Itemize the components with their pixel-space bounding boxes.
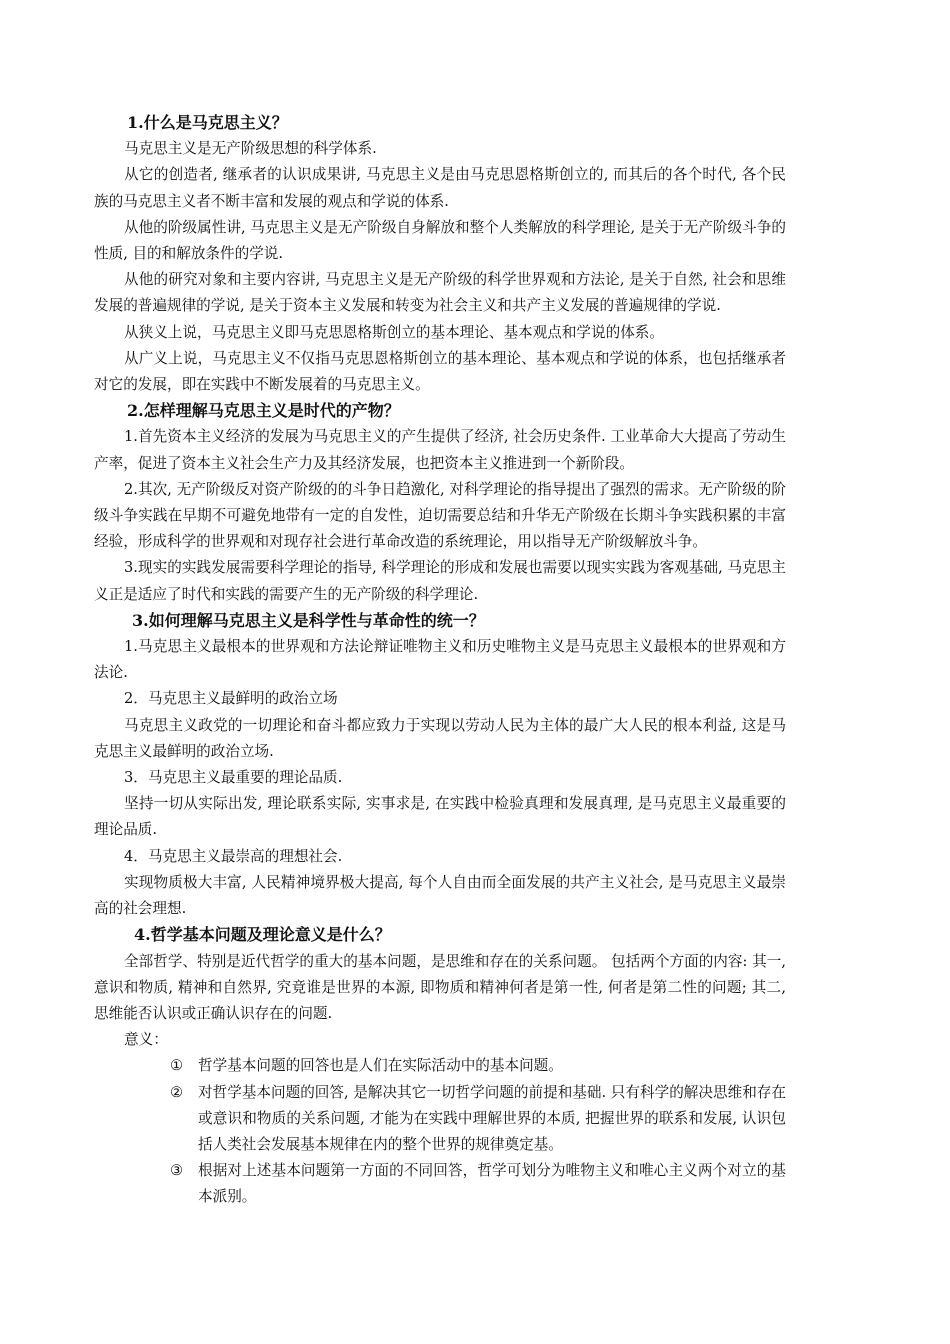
paragraph: 4．马克思主义最崇高的理想社会. [124,847,343,865]
paragraph: 3．马克思主义最重要的理论品质. [124,769,343,787]
paragraph: 1.首先资本主义经济的发展为马克思主义的产生提供了经济, 社会历史条件. 工业革命大大提高了劳动生产率，促进了资本主义社会生产力及其经济发展，也把资本主义推进到一个新阶段。 [94,428,786,472]
paragraph: 实现物质极大丰富, 人民精神境界极大提高, 每个人自由而全面发展的共产主义社会, 是马克思主义最崇高的社会理想. [94,873,786,918]
document-page [94,110,786,1211]
list-item-number: ① [170,1057,184,1075]
paragraph: 2.其次, 无产阶级反对资产阶级的的斗争日趋激化, 对科学理论的指导提出了强烈的需求。无产阶级的阶级斗争实践在早期不可避免地带有一定的自发性，迫切需要总结和升华无产阶级在长期斗争实践积累的丰富经验，形成科学的世界观和对现存社会进行革命改造的系统理论，用以指导无产阶级解放斗争。 [94,480,786,551]
paragraph: 坚持一切从实际出发, 理论联系实际, 实事求是, 在实践中检验真理和发展真理, 是马克思主义最重要的理论品质. [94,795,786,839]
list-item [94,1053,786,1079]
list-item [94,1080,786,1159]
list-item-text: 对哲学基本问题的回答, 是解决其它一切哲学问题的前提和基础. 只有科学的解决思维和存在或意识和物质的关系问题, 才能为在实践中理解世界的本质, 把握世界的联系和发展, 认识包括人类社会发展基本规律在内的整个世界的规律奠定基。 [198,1083,786,1153]
heading-q2: 2.怎样理解马克思主义是时代的产物？ [127,401,400,421]
paragraph: 从狭义上说，马克思主义即马克思恩格斯创立的基本理论、基本观点和学说的体系。 [124,323,664,341]
list-item-text: 根据对上述基本问题第一方面的不同回答，哲学可划分为唯物主义和唯心主义两个对立的基本派别。 [198,1162,786,1206]
heading-q3: 3.如何理解马克思主义是科学性与革命性的统一？ [132,610,485,630]
paragraph: 从广义上说，马克思主义不仅指马克思恩格斯创立的基本理论、基本观点和学说的体系，也包括继承者对它的发展，即在实践中不断发展着的马克思主义。 [94,349,786,394]
paragraph: 2．马克思主义最鲜明的政治立场 [124,690,338,708]
paragraph: 全部哲学、特别是近代哲学的重大的基本问题，是思维和存在的关系问题。 包括两个方面的内容: 其一, 意识和物质, 精神和自然界, 究竟谁是世界的本源, 即物质和精神何者是第一性, 何者是第二性的问题; 其二, 思维能否认识或正确认识存在的问题. [94,952,786,1022]
list-item [94,1158,786,1210]
list-item-text: 哲学基本问题的回答也是人们在实际活动中的基本问题。 [198,1057,563,1075]
paragraph: 马克思主义政党的一切理论和奋斗都应致力于实现以劳动人民为主体的最广大人民的根本利益, 这是马克思主义最鲜明的政治立场. [94,716,786,760]
paragraph: 从他的研究对象和主要内容讲, 马克思主义是无产阶级的科学世界观和方法论, 是关于自然, 社会和思维发展的普遍规律的学说, 是关于资本主义发展和转变为社会主义和共产主义发展的普遍规律的学说. [94,271,786,315]
list-item-number: ② [170,1083,184,1101]
paragraph: 从他的阶级属性讲, 马克思主义是无产阶级自身解放和整个人类解放的科学理论, 是关于无产阶级斗争的性质, 目的和解放条件的学说. [94,218,786,263]
paragraph: 1.马克思主义最根本的世界观和方法论辩证唯物主义和历史唯物主义是马克思主义最根本的世界观和方法论. [94,638,786,682]
heading-q4: 4.哲学基本问题及理论意义是什么？ [134,925,391,945]
meaning-list [94,1053,786,1210]
meaning-label: 意义： [124,1031,168,1049]
paragraph: 马克思主义是无产阶级思想的科学体系. [124,140,377,158]
paragraph: 从它的创造者, 继承者的认识成果讲, 马克思主义是由马克思恩格斯创立的, 而其后的各个时代, 各个民族的马克思主义者不断丰富和发展的观点和学说的体系. [94,166,786,210]
paragraph: 3.现实的实践发展需要科学理论的指导, 科学理论的形成和发展也需要以现实实践为客观基础, 马克思主义正是适应了时代和实践的需要产生的无产阶级的科学理论. [94,559,786,603]
list-item-number: ③ [170,1162,184,1180]
heading-q1: 1.什么是马克思主义？ [127,113,288,132]
